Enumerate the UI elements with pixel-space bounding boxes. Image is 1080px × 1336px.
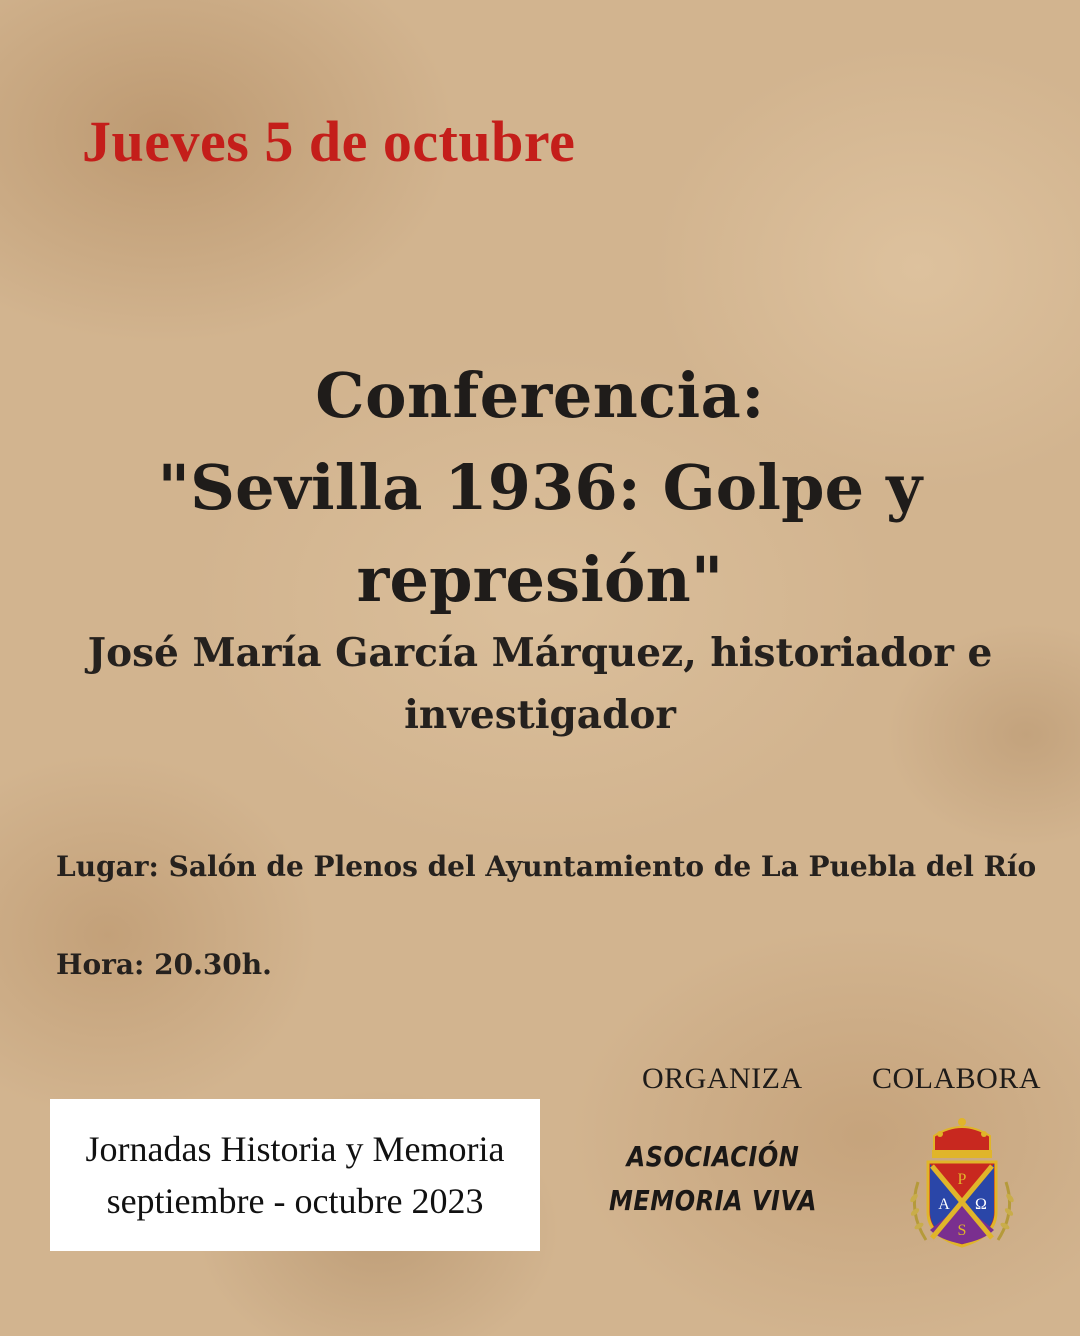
organizer-name-line-1: ASOCIACIÓN: [626, 1140, 800, 1174]
speaker-line-2: investigador: [404, 692, 676, 738]
conference-title: [0, 350, 1080, 626]
event-place: Lugar: Salón de Plenos del Ayuntamiento de La Puebla del Río: [56, 850, 1037, 883]
event-time: Hora: 20.30h.: [56, 948, 272, 981]
title-line-2: "Sevilla 1936: Golpe y represión": [157, 451, 923, 616]
organizer-logo: [600, 1135, 826, 1223]
organiza-label: ORGANIZA: [642, 1062, 803, 1095]
crest-letter-bottom: S: [957, 1222, 967, 1239]
organizer-name-line-2: MEMORIA VIVA: [609, 1184, 817, 1218]
colabora-label: COLABORA: [872, 1062, 1042, 1095]
crest-letter-left: A: [938, 1196, 950, 1213]
event-date: Jueves 5 de octubre: [82, 109, 576, 174]
series-title: Jornadas Historia y Memoria: [85, 1129, 505, 1169]
coat-of-arms-icon: [904, 1112, 1020, 1250]
series-dates: septiembre - octubre 2023: [106, 1181, 484, 1221]
title-line-1: Conferencia:: [315, 359, 765, 432]
crest-letter-top: P: [957, 1171, 967, 1188]
crest-letter-right: Ω: [975, 1196, 987, 1213]
speaker-line-1: José María García Márquez, historiador e: [87, 630, 993, 676]
speaker: [80, 622, 1000, 746]
series-banner: [50, 1099, 540, 1251]
